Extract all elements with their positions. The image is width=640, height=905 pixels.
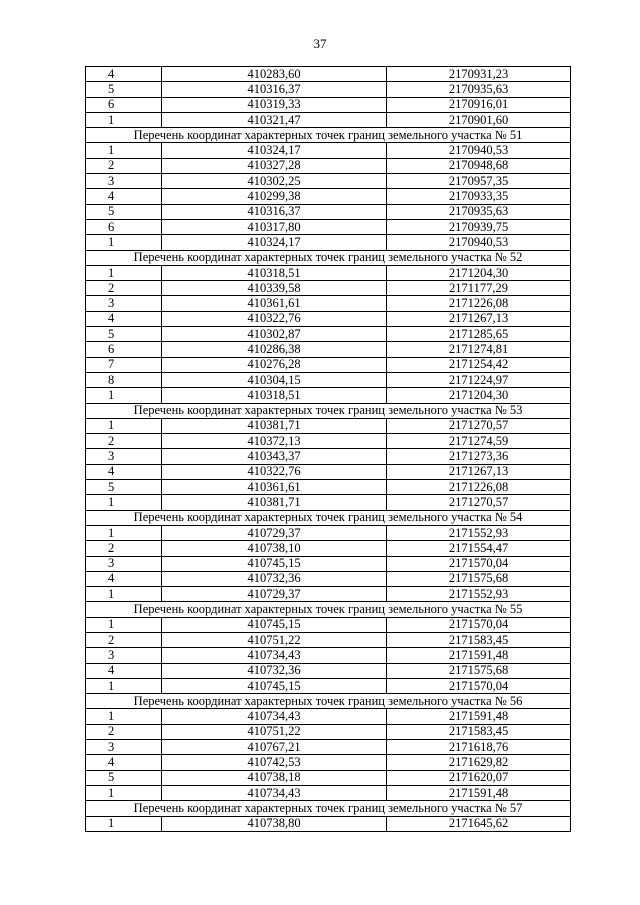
table-row: [86, 755, 571, 770]
table-row: [86, 174, 571, 189]
x-coordinate-cell: 410732,36: [162, 571, 387, 586]
y-coordinate-cell: 2171285,65: [387, 327, 571, 342]
table-row: [86, 235, 571, 250]
table-row: [86, 709, 571, 724]
x-coordinate-cell: 410322,76: [162, 311, 387, 326]
y-coordinate-cell: 2171618,76: [387, 740, 571, 755]
x-coordinate-cell: 410751,22: [162, 632, 387, 647]
table-row: [86, 663, 571, 678]
point-number-cell: 5: [86, 327, 162, 342]
point-number-cell: 1: [86, 587, 162, 602]
table-row: [86, 418, 571, 433]
x-coordinate-cell: 410319,33: [162, 97, 387, 112]
section-header: Перечень координат характерных точек границ земельного участка № 54: [86, 510, 571, 525]
x-coordinate-cell: 410745,15: [162, 556, 387, 571]
coordinates-table-body: [86, 67, 571, 832]
table-row: [86, 740, 571, 755]
x-coordinate-cell: 410361,61: [162, 480, 387, 495]
y-coordinate-cell: 2171570,04: [387, 678, 571, 693]
point-number-cell: 1: [86, 143, 162, 158]
point-number-cell: 7: [86, 357, 162, 372]
y-coordinate-cell: 2171267,13: [387, 464, 571, 479]
y-coordinate-cell: 2170935,63: [387, 82, 571, 97]
y-coordinate-cell: 2170931,23: [387, 67, 571, 82]
section-header-row: [86, 128, 571, 143]
y-coordinate-cell: 2171267,13: [387, 311, 571, 326]
point-number-cell: 4: [86, 189, 162, 204]
point-number-cell: 3: [86, 174, 162, 189]
point-number-cell: 1: [86, 525, 162, 540]
point-number-cell: 3: [86, 449, 162, 464]
point-number-cell: 4: [86, 571, 162, 586]
point-number-cell: 1: [86, 112, 162, 127]
x-coordinate-cell: 410734,43: [162, 785, 387, 800]
point-number-cell: 6: [86, 97, 162, 112]
point-number-cell: 1: [86, 388, 162, 403]
table-row: [86, 495, 571, 510]
table-row: [86, 204, 571, 219]
table-row: [86, 480, 571, 495]
table-row: [86, 311, 571, 326]
section-header: Перечень координат характерных точек границ земельного участка № 52: [86, 250, 571, 265]
y-coordinate-cell: 2170940,53: [387, 235, 571, 250]
point-number-cell: 2: [86, 541, 162, 556]
y-coordinate-cell: 2171591,48: [387, 709, 571, 724]
y-coordinate-cell: 2171270,57: [387, 418, 571, 433]
point-number-cell: 2: [86, 724, 162, 739]
point-number-cell: 5: [86, 770, 162, 785]
table-row: [86, 617, 571, 632]
x-coordinate-cell: 410372,13: [162, 434, 387, 449]
point-number-cell: 6: [86, 342, 162, 357]
x-coordinate-cell: 410304,15: [162, 372, 387, 387]
y-coordinate-cell: 2170901,60: [387, 112, 571, 127]
y-coordinate-cell: 2171273,36: [387, 449, 571, 464]
point-number-cell: 1: [86, 678, 162, 693]
section-header: Перечень координат характерных точек границ земельного участка № 55: [86, 602, 571, 617]
table-row: [86, 82, 571, 97]
point-number-cell: 4: [86, 755, 162, 770]
point-number-cell: 8: [86, 372, 162, 387]
x-coordinate-cell: 410316,37: [162, 82, 387, 97]
table-row: [86, 158, 571, 173]
x-coordinate-cell: 410339,58: [162, 281, 387, 296]
y-coordinate-cell: 2171575,68: [387, 663, 571, 678]
section-header: Перечень координат характерных точек границ земельного участка № 51: [86, 128, 571, 143]
section-header: Перечень координат характерных точек границ земельного участка № 53: [86, 403, 571, 418]
section-header: Перечень координат характерных точек границ земельного участка № 57: [86, 801, 571, 816]
point-number-cell: 1: [86, 816, 162, 831]
table-row: [86, 342, 571, 357]
point-number-cell: 1: [86, 785, 162, 800]
x-coordinate-cell: 410322,76: [162, 464, 387, 479]
point-number-cell: 2: [86, 632, 162, 647]
table-row: [86, 587, 571, 602]
x-coordinate-cell: 410343,37: [162, 449, 387, 464]
table-row: [86, 571, 571, 586]
point-number-cell: 3: [86, 556, 162, 571]
y-coordinate-cell: 2171620,07: [387, 770, 571, 785]
y-coordinate-cell: 2170935,63: [387, 204, 571, 219]
x-coordinate-cell: 410381,71: [162, 418, 387, 433]
y-coordinate-cell: 2171583,45: [387, 724, 571, 739]
table-row: [86, 785, 571, 800]
y-coordinate-cell: 2170933,35: [387, 189, 571, 204]
point-number-cell: 4: [86, 464, 162, 479]
point-number-cell: 2: [86, 434, 162, 449]
x-coordinate-cell: 410283,60: [162, 67, 387, 82]
x-coordinate-cell: 410738,10: [162, 541, 387, 556]
x-coordinate-cell: 410734,43: [162, 709, 387, 724]
y-coordinate-cell: 2170957,35: [387, 174, 571, 189]
x-coordinate-cell: 410745,15: [162, 678, 387, 693]
y-coordinate-cell: 2171570,04: [387, 617, 571, 632]
y-coordinate-cell: 2171575,68: [387, 571, 571, 586]
x-coordinate-cell: 410381,71: [162, 495, 387, 510]
x-coordinate-cell: 410302,25: [162, 174, 387, 189]
y-coordinate-cell: 2171204,30: [387, 388, 571, 403]
point-number-cell: 4: [86, 311, 162, 326]
y-coordinate-cell: 2171554,47: [387, 541, 571, 556]
y-coordinate-cell: 2170948,68: [387, 158, 571, 173]
table-row: [86, 372, 571, 387]
point-number-cell: 5: [86, 480, 162, 495]
point-number-cell: 1: [86, 265, 162, 280]
y-coordinate-cell: 2171591,48: [387, 785, 571, 800]
x-coordinate-cell: 410302,87: [162, 327, 387, 342]
table-row: [86, 112, 571, 127]
x-coordinate-cell: 410276,28: [162, 357, 387, 372]
point-number-cell: 2: [86, 281, 162, 296]
y-coordinate-cell: 2170940,53: [387, 143, 571, 158]
table-row: [86, 189, 571, 204]
x-coordinate-cell: 410738,80: [162, 816, 387, 831]
y-coordinate-cell: 2171552,93: [387, 525, 571, 540]
x-coordinate-cell: 410316,37: [162, 204, 387, 219]
point-number-cell: 1: [86, 495, 162, 510]
y-coordinate-cell: 2171591,48: [387, 648, 571, 663]
x-coordinate-cell: 410742,53: [162, 755, 387, 770]
y-coordinate-cell: 2171204,30: [387, 265, 571, 280]
y-coordinate-cell: 2171177,29: [387, 281, 571, 296]
point-number-cell: 4: [86, 67, 162, 82]
point-number-cell: 5: [86, 82, 162, 97]
table-row: [86, 388, 571, 403]
y-coordinate-cell: 2171274,81: [387, 342, 571, 357]
y-coordinate-cell: 2171270,57: [387, 495, 571, 510]
point-number-cell: 5: [86, 204, 162, 219]
table-row: [86, 67, 571, 82]
y-coordinate-cell: 2171583,45: [387, 632, 571, 647]
table-row: [86, 143, 571, 158]
x-coordinate-cell: 410324,17: [162, 235, 387, 250]
table-row: [86, 816, 571, 831]
y-coordinate-cell: 2171224,97: [387, 372, 571, 387]
point-number-cell: 2: [86, 158, 162, 173]
table-row: [86, 265, 571, 280]
x-coordinate-cell: 410732,36: [162, 663, 387, 678]
coordinates-table: [85, 66, 571, 832]
section-header-row: [86, 602, 571, 617]
page-number: 37: [313, 36, 327, 51]
x-coordinate-cell: 410734,43: [162, 648, 387, 663]
x-coordinate-cell: 410299,38: [162, 189, 387, 204]
table-row: [86, 678, 571, 693]
point-number-cell: 1: [86, 709, 162, 724]
y-coordinate-cell: 2171629,82: [387, 755, 571, 770]
table-row: [86, 434, 571, 449]
table-row: [86, 541, 571, 556]
table-row: [86, 219, 571, 234]
point-number-cell: 3: [86, 296, 162, 311]
point-number-cell: 1: [86, 418, 162, 433]
table-row: [86, 648, 571, 663]
y-coordinate-cell: 2171570,04: [387, 556, 571, 571]
x-coordinate-cell: 410767,21: [162, 740, 387, 755]
x-coordinate-cell: 410324,17: [162, 143, 387, 158]
x-coordinate-cell: 410751,22: [162, 724, 387, 739]
x-coordinate-cell: 410321,47: [162, 112, 387, 127]
table-row: [86, 632, 571, 647]
section-header-row: [86, 801, 571, 816]
x-coordinate-cell: 410361,61: [162, 296, 387, 311]
table-row: [86, 556, 571, 571]
section-header-row: [86, 403, 571, 418]
table-row: [86, 770, 571, 785]
table-row: [86, 525, 571, 540]
y-coordinate-cell: 2171226,08: [387, 296, 571, 311]
point-number-cell: 6: [86, 219, 162, 234]
table-row: [86, 296, 571, 311]
y-coordinate-cell: 2170916,01: [387, 97, 571, 112]
y-coordinate-cell: 2171226,08: [387, 480, 571, 495]
table-row: [86, 357, 571, 372]
table-row: [86, 281, 571, 296]
x-coordinate-cell: 410745,15: [162, 617, 387, 632]
point-number-cell: 3: [86, 648, 162, 663]
section-header: Перечень координат характерных точек границ земельного участка № 56: [86, 694, 571, 709]
y-coordinate-cell: 2171645,62: [387, 816, 571, 831]
x-coordinate-cell: 410729,37: [162, 587, 387, 602]
y-coordinate-cell: 2170939,75: [387, 219, 571, 234]
point-number-cell: 1: [86, 617, 162, 632]
y-coordinate-cell: 2171552,93: [387, 587, 571, 602]
x-coordinate-cell: 410729,37: [162, 525, 387, 540]
x-coordinate-cell: 410327,28: [162, 158, 387, 173]
section-header-row: [86, 510, 571, 525]
section-header-row: [86, 250, 571, 265]
table-row: [86, 327, 571, 342]
point-number-cell: 4: [86, 663, 162, 678]
x-coordinate-cell: 410738,18: [162, 770, 387, 785]
point-number-cell: 3: [86, 740, 162, 755]
point-number-cell: 1: [86, 235, 162, 250]
y-coordinate-cell: 2171254,42: [387, 357, 571, 372]
x-coordinate-cell: 410317,80: [162, 219, 387, 234]
table-row: [86, 97, 571, 112]
table-row: [86, 464, 571, 479]
y-coordinate-cell: 2171274,59: [387, 434, 571, 449]
x-coordinate-cell: 410286,38: [162, 342, 387, 357]
x-coordinate-cell: 410318,51: [162, 265, 387, 280]
x-coordinate-cell: 410318,51: [162, 388, 387, 403]
section-header-row: [86, 694, 571, 709]
table-row: [86, 724, 571, 739]
table-row: [86, 449, 571, 464]
